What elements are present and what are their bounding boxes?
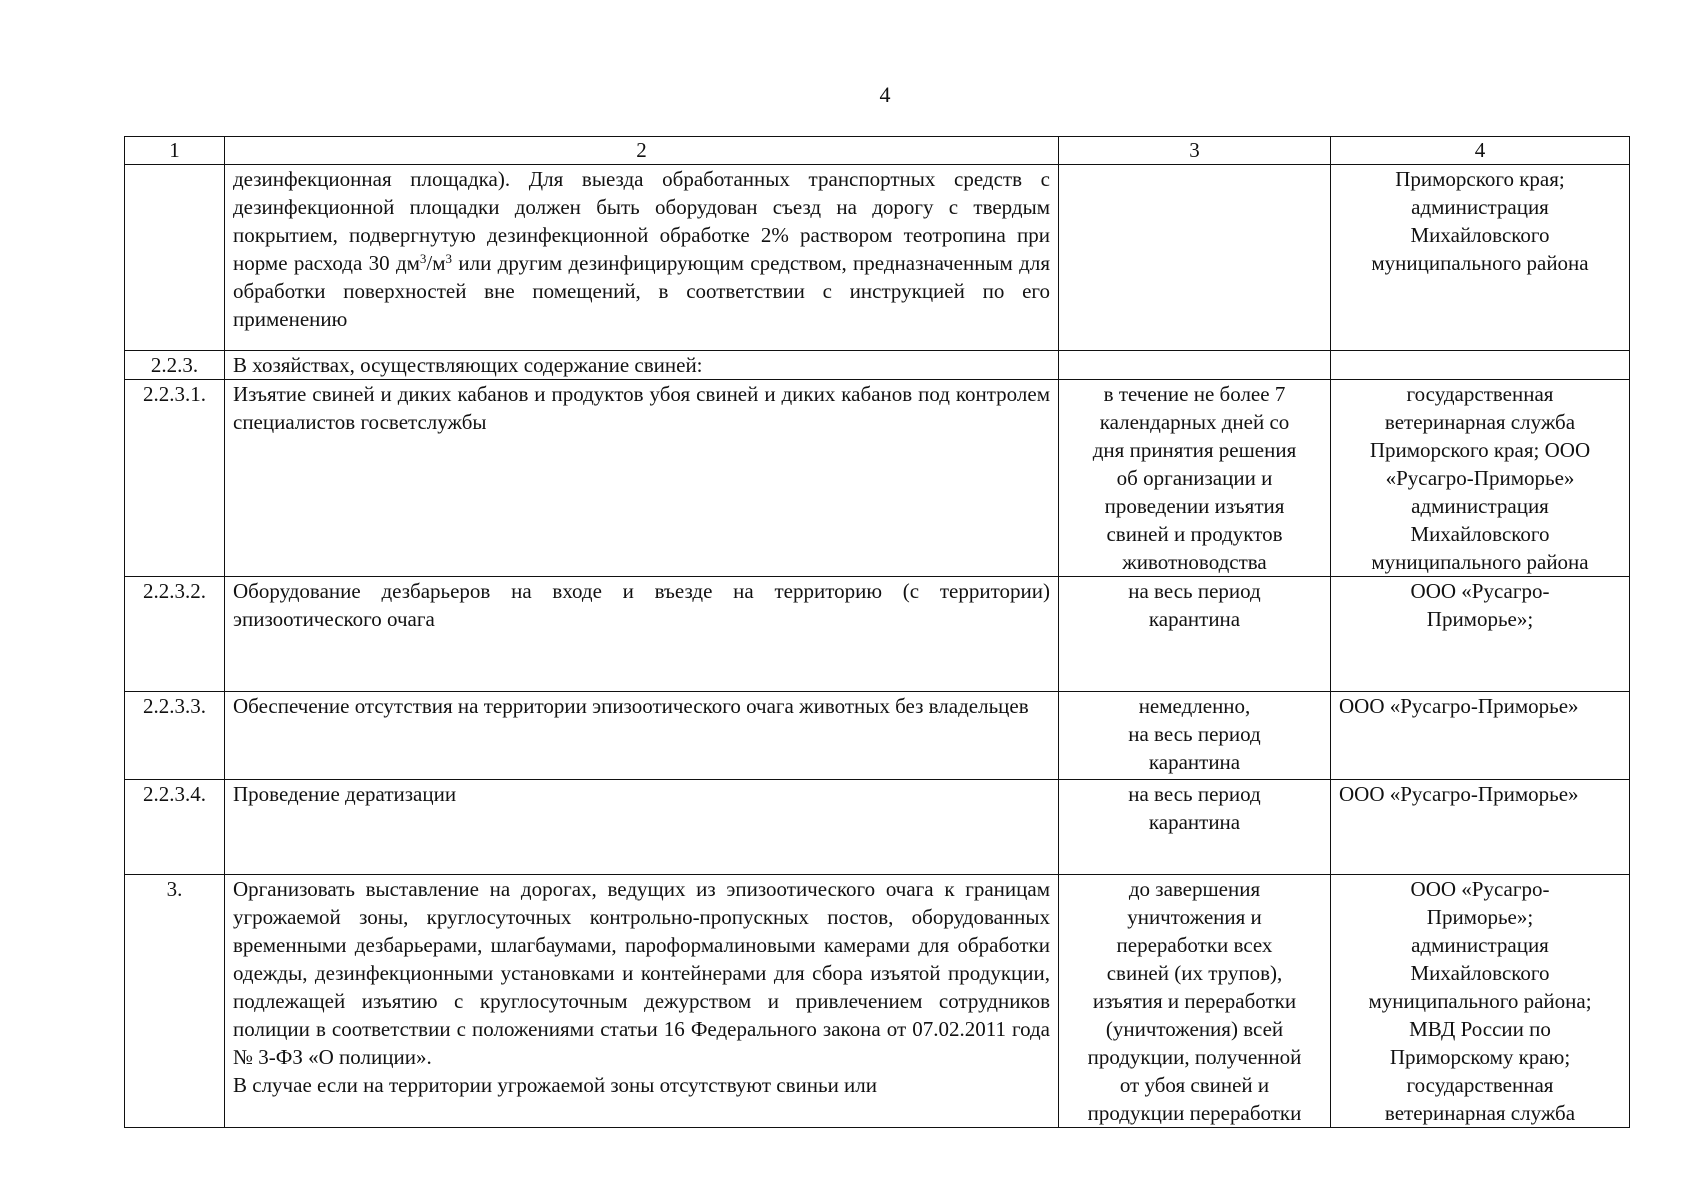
responsible-line: муниципального района — [1371, 251, 1589, 275]
deadline-line: на весь период — [1128, 782, 1261, 806]
deadline-line: об организации и — [1116, 466, 1273, 490]
responsible-line: администрация — [1411, 195, 1549, 219]
responsible-line: МВД России по — [1409, 1017, 1551, 1041]
deadline-line: дня принятия решения — [1092, 438, 1297, 462]
deadline-cell — [1059, 577, 1331, 692]
measure-text-part: дезинфекционная площадка). Для выезда обработанных транспортных средств с дезинфекционной площадки должен быть оборудован съезд на дорогу с твердым покрытием, подвергнутую дезинфекционной обработке 2% раствором теотропина при норме расхода 30 дм — [233, 167, 1050, 275]
deadline-line: в течение не более 7 — [1103, 382, 1286, 406]
deadline-line: от убоя свиней и — [1119, 1073, 1270, 1097]
table-row — [125, 780, 1630, 875]
deadline-line: свиней и продуктов — [1106, 522, 1283, 546]
table-row — [125, 875, 1630, 1128]
responsible-line: Михайловского — [1410, 223, 1550, 247]
deadline-line: карантина — [1148, 750, 1241, 774]
deadline-line: календарных дней со — [1099, 410, 1290, 434]
deadline-line: свиней (их трупов), — [1106, 961, 1283, 985]
deadline-line: животноводства — [1122, 550, 1267, 574]
row-number — [125, 165, 225, 351]
header-col-1: 1 — [125, 137, 225, 165]
table-row — [125, 165, 1630, 351]
responsible-line: ООО «Русагро-Приморье» — [1339, 694, 1579, 718]
deadline-line: переработки всех — [1116, 933, 1273, 957]
responsible-cell — [1331, 780, 1630, 875]
superscript: 3 — [445, 251, 453, 266]
measure-text — [225, 875, 1059, 1128]
row-number: 2.2.3.4. — [125, 780, 225, 875]
responsible-line: ООО «Русагро- — [1410, 877, 1550, 901]
responsible-line: Михайловского — [1410, 961, 1550, 985]
responsible-cell — [1331, 577, 1630, 692]
measure-paragraph: Организовать выставление на дорогах, ведущих из эпизоотического очага к границам угрожаемой зоны, круглосуточных контрольно-пропускных постов, оборудованных временными дезбарьерами, шлагбаумами, пароформалиновыми камерами для обработки одежды, дезинфекционными установками и контейнерами для сбора изъятой продукции, подлежащей изъятию с круглосуточным дежурством и привлечением сотрудников полиции в соответствии с положениями статьи 16 Федерального закона от 07.02.2011 года № 3-ФЗ «О полиции». — [233, 877, 1050, 1069]
deadline-cell — [1059, 780, 1331, 875]
responsible-line: государственная — [1406, 382, 1554, 406]
responsible-cell — [1331, 692, 1630, 780]
deadline-line: на весь период — [1128, 579, 1261, 603]
measure-paragraph: В случае если на территории угрожаемой зоны отсутствуют свиньи или — [233, 1073, 878, 1097]
deadline-line: продукции переработки — [1087, 1101, 1302, 1125]
superscript: 3 — [419, 251, 427, 266]
measure-text: Изъятие свиней и диких кабанов и продуктов убоя свиней и диких кабанов под контролем специалистов госветслужбы — [225, 380, 1059, 577]
measure-text-part: /м — [426, 251, 446, 275]
deadline-cell — [1059, 351, 1331, 380]
row-number: 3. — [125, 875, 225, 1128]
responsible-line: Приморье»; — [1426, 905, 1534, 929]
responsible-line: администрация — [1411, 494, 1549, 518]
responsible-line: Приморского края; ООО — [1369, 438, 1591, 462]
measure-text-part: или другим дезинфицирующим средством, предназначенным для обработки поверхностей вне помещений, в соответствии с инструкцией по его применению — [233, 251, 1050, 331]
responsible-line: ООО «Русагро-Приморье» — [1339, 782, 1579, 806]
deadline-cell — [1059, 165, 1331, 351]
row-number: 2.2.3.2. — [125, 577, 225, 692]
responsible-line: ветеринарная служба — [1384, 410, 1576, 434]
table-row — [125, 692, 1630, 780]
responsible-line: «Русагро-Приморье» — [1385, 466, 1575, 490]
responsible-line: Приморского края; — [1395, 167, 1565, 191]
deadline-line: карантина — [1148, 810, 1241, 834]
deadline-cell — [1059, 692, 1331, 780]
responsible-line: Приморье»; — [1426, 607, 1534, 631]
measure-text: В хозяйствах, осуществляющих содержание свиней: — [225, 351, 1059, 380]
responsible-cell — [1331, 875, 1630, 1128]
deadline-line: карантина — [1148, 607, 1241, 631]
measure-text: Оборудование дезбарьеров на входе и въезде на территорию (с территории) эпизоотического очага — [225, 577, 1059, 692]
row-number: 2.2.3.1. — [125, 380, 225, 577]
responsible-line: ООО «Русагро- — [1410, 579, 1550, 603]
table-header-row — [125, 137, 1630, 165]
deadline-line: проведении изъятия — [1104, 494, 1285, 518]
deadline-line: изъятия и переработки — [1092, 989, 1297, 1013]
deadline-line: на весь период — [1128, 722, 1261, 746]
deadline-line: (уничтожения) всей — [1105, 1017, 1284, 1041]
responsible-line: муниципального района; — [1368, 989, 1592, 1013]
header-col-2: 2 — [225, 137, 1059, 165]
deadline-cell — [1059, 875, 1331, 1128]
measure-text — [225, 165, 1059, 351]
responsible-cell — [1331, 380, 1630, 577]
responsible-line: ветеринарная служба — [1384, 1101, 1576, 1125]
measures-table — [124, 136, 1630, 1128]
row-number: 2.2.3.3. — [125, 692, 225, 780]
deadline-line: уничтожения и — [1127, 905, 1262, 929]
deadline-line: продукции, полученной — [1087, 1045, 1302, 1069]
responsible-cell — [1331, 351, 1630, 380]
header-col-4: 4 — [1331, 137, 1630, 165]
responsible-line: Михайловского — [1410, 522, 1550, 546]
page-number: 4 — [879, 82, 891, 107]
table-row — [125, 380, 1630, 577]
measure-text: Обеспечение отсутствия на территории эпизоотического очага животных без владельцев — [225, 692, 1059, 780]
row-number: 2.2.3. — [125, 351, 225, 380]
responsible-line: муниципального района — [1371, 550, 1589, 574]
table-row — [125, 577, 1630, 692]
measure-text: Проведение дератизации — [225, 780, 1059, 875]
header-col-3: 3 — [1059, 137, 1331, 165]
responsible-line: государственная — [1406, 1073, 1554, 1097]
responsible-line: Приморскому краю; — [1389, 1045, 1571, 1069]
deadline-line: немедленно, — [1138, 694, 1251, 718]
deadline-cell — [1059, 380, 1331, 577]
responsible-cell — [1331, 165, 1630, 351]
table-row — [125, 351, 1630, 380]
responsible-line: администрация — [1411, 933, 1549, 957]
deadline-line: до завершения — [1128, 877, 1261, 901]
